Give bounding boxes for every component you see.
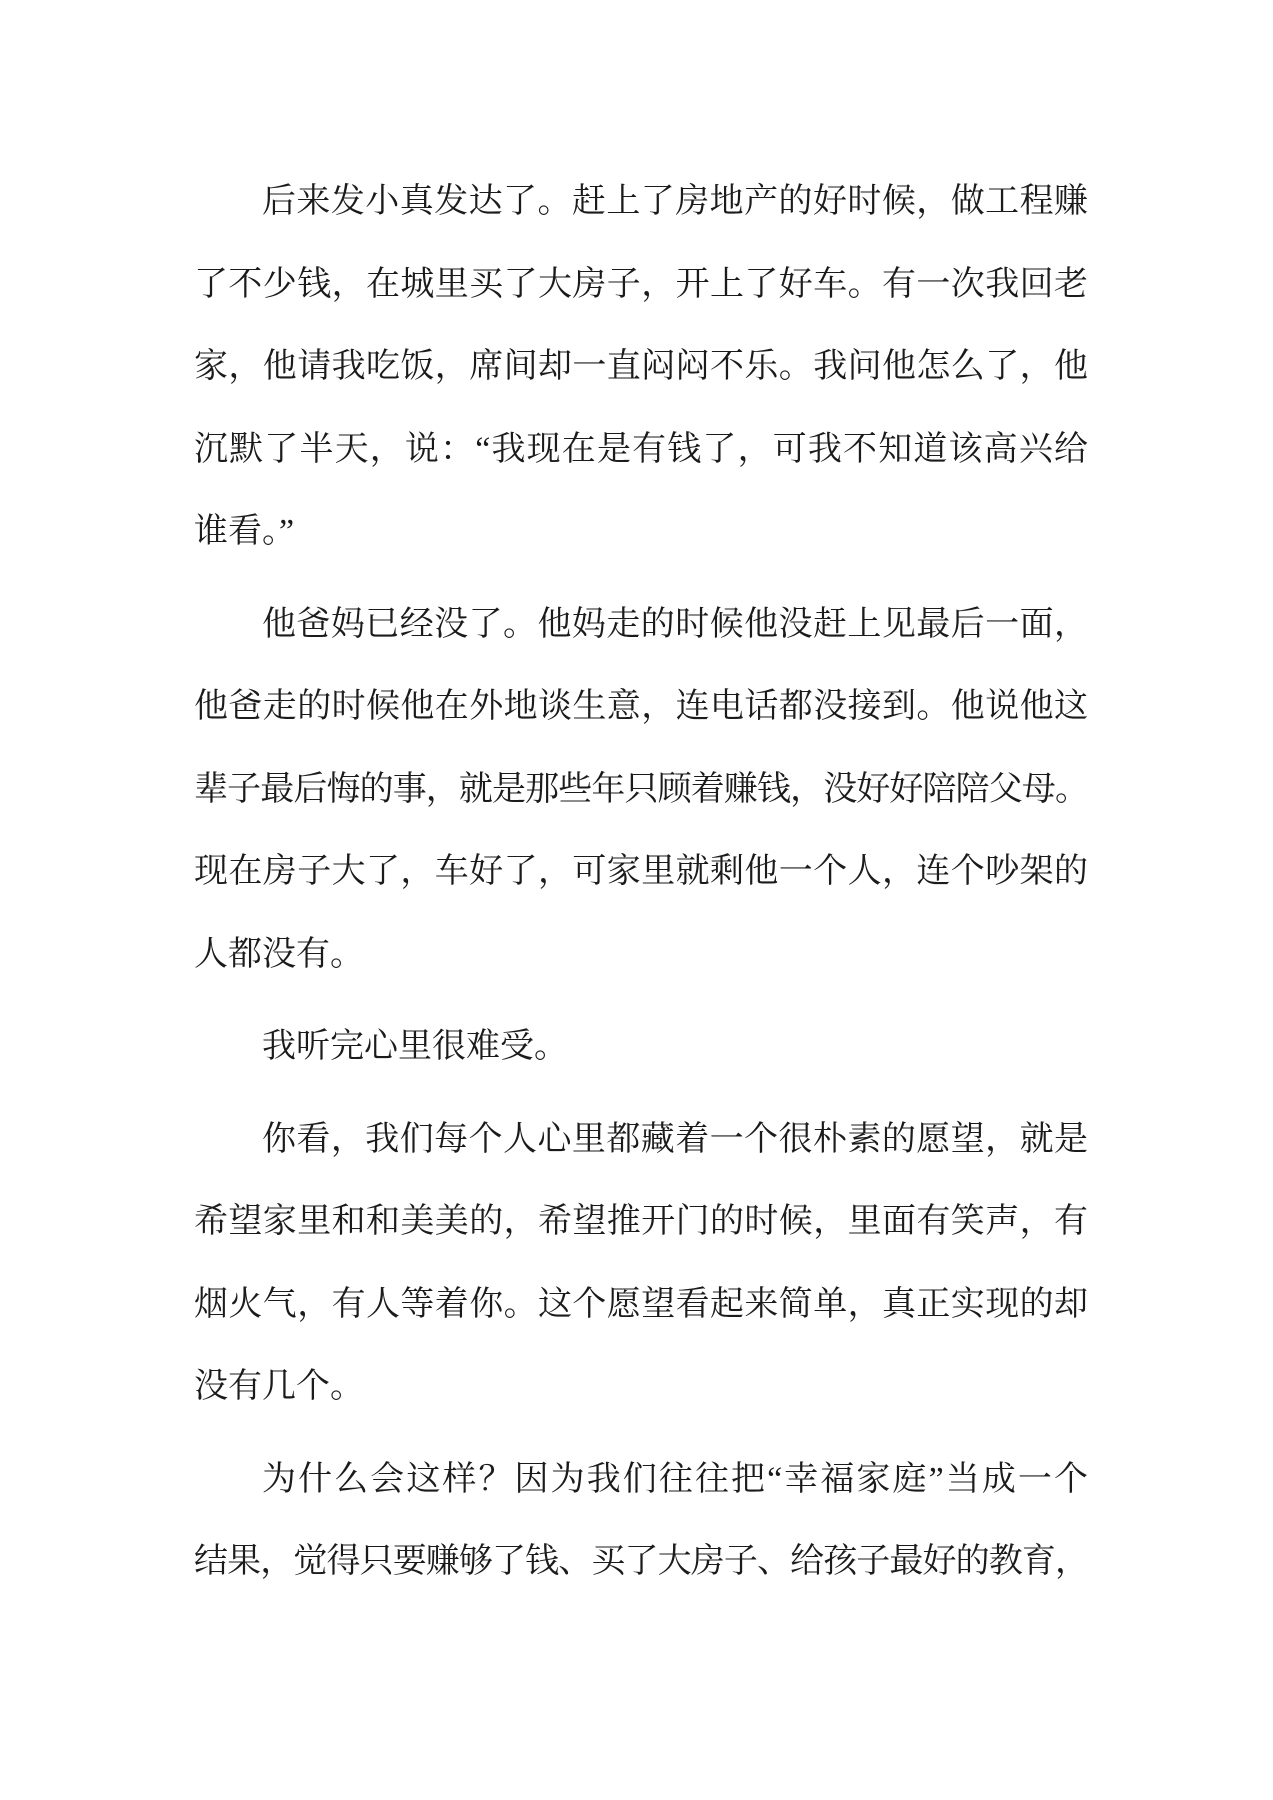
paragraph bbox=[194, 584, 1088, 997]
text-line: 沉默了半天，说：“我现在是有钱了，可我不知道该高兴给 bbox=[194, 430, 1088, 468]
text-line: 结果，觉得只要赚够了钱、买了大房子、给孩子最好的教育， bbox=[194, 1543, 1088, 1580]
text-line: 为什么会这样？因为我们往往把“幸福家庭”当成一个 bbox=[262, 1460, 1088, 1498]
text-line: 我听完心里很难受。 bbox=[262, 1028, 568, 1065]
text-line: 你看，我们每个人心里都藏着一个很朴素的愿望，就是 bbox=[262, 1120, 1088, 1158]
text-line: 辈子最后悔的事，就是那些年只顾着赚钱，没好好陪陪父母。 bbox=[194, 770, 1088, 808]
text-line: 家，他请我吃饭，席间却一直闷闷不乐。我问他怎么了，他 bbox=[194, 348, 1088, 385]
text-line: 他爸妈已经没了。他妈走的时候他没赶上见最后一面， bbox=[262, 605, 1088, 643]
text-line: 希望家里和和美美的，希望推开门的时候，里面有笑声，有 bbox=[194, 1203, 1088, 1240]
document-body bbox=[194, 161, 1088, 1604]
text-line: 人都没有。 bbox=[194, 935, 364, 973]
paragraph bbox=[194, 1006, 1088, 1089]
paragraph bbox=[194, 1099, 1088, 1429]
text-line: 现在房子大了，车好了，可家里就剩他一个人，连个吵架的 bbox=[194, 853, 1088, 890]
text-line: 谁看。” bbox=[194, 513, 295, 550]
paragraph bbox=[194, 161, 1088, 574]
text-line: 烟火气，有人等着你。这个愿望看起来简单，真正实现的却 bbox=[194, 1285, 1088, 1323]
text-line: 了不少钱，在城里买了大房子，开上了好车。有一次我回老 bbox=[194, 265, 1088, 303]
text-line: 后来发小真发达了。赶上了房地产的好时候，做工程赚 bbox=[262, 183, 1088, 220]
text-line: 没有几个。 bbox=[194, 1368, 364, 1405]
text-line: 他爸走的时候他在外地谈生意，连电话都没接到。他说他这 bbox=[194, 688, 1088, 725]
paragraph bbox=[194, 1439, 1088, 1604]
